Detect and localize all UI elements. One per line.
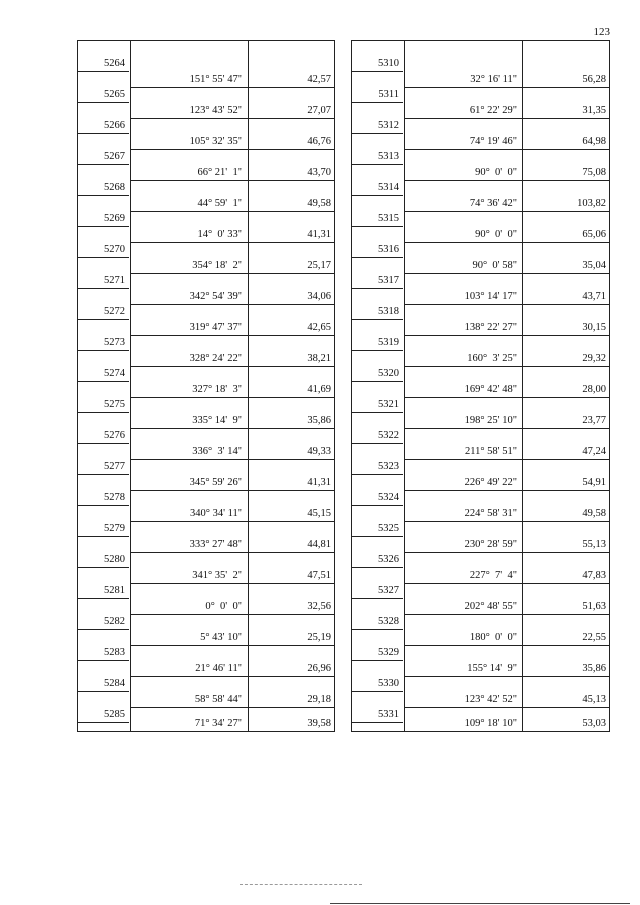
station-cell bbox=[78, 599, 129, 630]
bearing-angle: 160° 3' 25" bbox=[467, 353, 517, 364]
segment-distance: 23,77 bbox=[582, 415, 606, 426]
station-number: 5329 bbox=[378, 647, 399, 658]
segment-distance: 55,13 bbox=[582, 539, 606, 550]
station-cell bbox=[352, 599, 403, 630]
segment-distance: 31,35 bbox=[582, 105, 606, 116]
station-number: 5265 bbox=[104, 89, 125, 100]
segment-distance: 34,06 bbox=[307, 291, 331, 302]
segment-row bbox=[131, 491, 334, 522]
segment-distance: 47,51 bbox=[307, 570, 331, 581]
station-number: 5267 bbox=[104, 151, 125, 162]
station-number: 5323 bbox=[378, 461, 399, 472]
bearing-angle: 342° 54' 39" bbox=[189, 291, 242, 302]
footer-dashed-line bbox=[240, 884, 362, 885]
station-cell bbox=[352, 103, 403, 134]
page-number: 123 bbox=[593, 26, 610, 38]
segment-row bbox=[405, 243, 609, 274]
segment-row bbox=[405, 553, 609, 584]
segment-distance: 49,58 bbox=[582, 508, 606, 519]
bearing-angle: 138° 22' 27" bbox=[464, 322, 517, 333]
bearing-angle: 105° 32' 35" bbox=[189, 136, 242, 147]
station-cell bbox=[78, 134, 129, 165]
segment-distance: 54,91 bbox=[582, 477, 606, 488]
segment-distance: 22,55 bbox=[582, 632, 606, 643]
segment-row bbox=[405, 646, 609, 677]
segment-row bbox=[405, 367, 609, 398]
station-cell bbox=[352, 165, 403, 196]
station-number: 5277 bbox=[104, 461, 125, 472]
bearing-angle: 74° 19' 46" bbox=[469, 136, 517, 147]
station-cell bbox=[352, 537, 403, 568]
station-number: 5320 bbox=[378, 368, 399, 379]
station-number: 5283 bbox=[104, 647, 125, 658]
segment-distance: 56,28 bbox=[582, 74, 606, 85]
bearing-angle: 66° 21' 1" bbox=[197, 167, 242, 178]
segment-distance: 38,21 bbox=[307, 353, 331, 364]
bearing-angle: 90° 0' 0" bbox=[475, 229, 517, 240]
bearing-angle: 327° 18' 3" bbox=[192, 384, 242, 395]
segment-distance: 45,13 bbox=[582, 694, 606, 705]
segment-row bbox=[131, 336, 334, 367]
segment-distance: 26,96 bbox=[307, 663, 331, 674]
bearing-angle: 103° 14' 17" bbox=[464, 291, 517, 302]
bearing-angle: 230° 28' 59" bbox=[464, 539, 517, 550]
bearing-angle: 319° 47' 37" bbox=[189, 322, 242, 333]
segment-row bbox=[131, 274, 334, 305]
station-cell bbox=[78, 630, 129, 661]
station-number: 5266 bbox=[104, 120, 125, 131]
coordinate-table-right bbox=[351, 40, 610, 732]
segment-distance: 42,65 bbox=[307, 322, 331, 333]
segment-distance: 51,63 bbox=[582, 601, 606, 612]
bearing-angle: 58° 58' 44" bbox=[194, 694, 242, 705]
station-number: 5270 bbox=[104, 244, 125, 255]
bearing-angle: 180° 0' 0" bbox=[469, 632, 517, 643]
segment-distance: 35,04 bbox=[582, 260, 606, 271]
bearing-angle: 224° 58' 31" bbox=[464, 508, 517, 519]
station-cell bbox=[352, 568, 403, 599]
station-number: 5314 bbox=[378, 182, 399, 193]
bearing-angle: 226° 49' 22" bbox=[464, 477, 517, 488]
bearing-angle: 74° 36' 42" bbox=[469, 198, 517, 209]
station-cell bbox=[78, 320, 129, 351]
station-number: 5324 bbox=[378, 492, 399, 503]
segment-distance: 42,57 bbox=[307, 74, 331, 85]
station-number: 5272 bbox=[104, 306, 125, 317]
bearing-angle: 341° 35' 2" bbox=[192, 570, 242, 581]
station-number: 5281 bbox=[104, 585, 125, 596]
station-cell bbox=[352, 382, 403, 413]
segment-distance: 27,07 bbox=[307, 105, 331, 116]
bearing-angle: 151° 55' 47" bbox=[189, 74, 242, 85]
segment-distance: 46,76 bbox=[307, 136, 331, 147]
segment-distance: 29,32 bbox=[582, 353, 606, 364]
segment-distance: 43,70 bbox=[307, 167, 331, 178]
station-cell bbox=[352, 289, 403, 320]
segment-distance: 25,17 bbox=[307, 260, 331, 271]
bearing-angle: 335° 14' 9" bbox=[192, 415, 242, 426]
segment-row bbox=[405, 708, 609, 732]
coordinate-table-left bbox=[77, 40, 335, 732]
segment-distance: 35,86 bbox=[582, 663, 606, 674]
station-number: 5321 bbox=[378, 399, 399, 410]
station-number: 5282 bbox=[104, 616, 125, 627]
bearing-angle: 227° 7' 4" bbox=[469, 570, 517, 581]
bearing-angle: 90° 0' 58" bbox=[472, 260, 517, 271]
segment-distance: 30,15 bbox=[582, 322, 606, 333]
station-number: 5276 bbox=[104, 430, 125, 441]
segment-distance: 47,24 bbox=[582, 446, 606, 457]
bearing-angle: 109° 18' 10" bbox=[464, 718, 517, 729]
station-number: 5274 bbox=[104, 368, 125, 379]
station-cell bbox=[78, 475, 129, 506]
bearing-angle: 90° 0' 0" bbox=[475, 167, 517, 178]
segment-row bbox=[405, 119, 609, 150]
station-cell bbox=[352, 630, 403, 661]
station-cell bbox=[352, 258, 403, 289]
bearing-angle: 123° 43' 52" bbox=[189, 105, 242, 116]
footer-rule bbox=[330, 903, 630, 904]
station-number: 5325 bbox=[378, 523, 399, 534]
bearing-angle: 14° 0' 33" bbox=[197, 229, 242, 240]
segment-distance: 41,31 bbox=[307, 229, 331, 240]
bearing-angle: 328° 24' 22" bbox=[189, 353, 242, 364]
bearing-angle: 5° 43' 10" bbox=[200, 632, 242, 643]
segment-row bbox=[405, 212, 609, 243]
segment-distance: 41,31 bbox=[307, 477, 331, 488]
station-number: 5312 bbox=[378, 120, 399, 131]
station-cell bbox=[78, 661, 129, 692]
station-cell bbox=[78, 258, 129, 289]
segment-distance: 53,03 bbox=[582, 718, 606, 729]
station-cell bbox=[352, 692, 403, 723]
station-number: 5275 bbox=[104, 399, 125, 410]
station-number: 5316 bbox=[378, 244, 399, 255]
station-number: 5284 bbox=[104, 678, 125, 689]
segment-row bbox=[405, 677, 609, 708]
segment-row bbox=[405, 429, 609, 460]
station-cell bbox=[78, 41, 129, 72]
segment-row bbox=[131, 553, 334, 584]
segment-row bbox=[131, 243, 334, 274]
station-number: 5280 bbox=[104, 554, 125, 565]
segment-distance: 32,56 bbox=[307, 601, 331, 612]
station-cell bbox=[352, 661, 403, 692]
station-number: 5311 bbox=[378, 89, 399, 100]
segment-row bbox=[131, 150, 334, 181]
station-number: 5319 bbox=[378, 337, 399, 348]
station-cell bbox=[352, 506, 403, 537]
segment-row bbox=[405, 57, 609, 88]
station-cell bbox=[352, 41, 403, 72]
station-number: 5273 bbox=[104, 337, 125, 348]
segment-row bbox=[131, 615, 334, 646]
station-cell bbox=[352, 196, 403, 227]
segment-row bbox=[131, 305, 334, 336]
station-number: 5315 bbox=[378, 213, 399, 224]
station-cell bbox=[78, 227, 129, 258]
station-number: 5327 bbox=[378, 585, 399, 596]
segment-distance: 44,81 bbox=[307, 539, 331, 550]
segment-row bbox=[405, 88, 609, 119]
bearing-angle: 21° 46' 11" bbox=[195, 663, 242, 674]
station-number: 5330 bbox=[378, 678, 399, 689]
station-number: 5322 bbox=[378, 430, 399, 441]
station-cell bbox=[78, 506, 129, 537]
station-cell bbox=[352, 413, 403, 444]
station-cell bbox=[78, 444, 129, 475]
segment-row bbox=[405, 615, 609, 646]
segment-distance: 35,86 bbox=[307, 415, 331, 426]
segment-row bbox=[131, 677, 334, 708]
segment-row bbox=[131, 460, 334, 491]
station-number: 5310 bbox=[378, 58, 399, 69]
station-cell bbox=[78, 382, 129, 413]
station-number: 5271 bbox=[104, 275, 125, 286]
segment-distance: 47,83 bbox=[582, 570, 606, 581]
segment-row bbox=[405, 522, 609, 553]
bearing-angle: 71° 34' 27" bbox=[194, 718, 242, 729]
station-cell bbox=[78, 289, 129, 320]
segment-row bbox=[405, 150, 609, 181]
station-cell bbox=[352, 72, 403, 103]
bearing-angle: 61° 22' 29" bbox=[469, 105, 517, 116]
station-number: 5278 bbox=[104, 492, 125, 503]
station-number: 5331 bbox=[378, 709, 399, 720]
station-cell bbox=[352, 351, 403, 382]
station-number: 5268 bbox=[104, 182, 125, 193]
station-cell bbox=[78, 537, 129, 568]
segment-row bbox=[405, 398, 609, 429]
segment-distance: 39,58 bbox=[307, 718, 331, 729]
segment-distance: 41,69 bbox=[307, 384, 331, 395]
segment-distance: 29,18 bbox=[307, 694, 331, 705]
bearing-angle: 211° 58' 51" bbox=[465, 446, 517, 457]
segment-row bbox=[131, 646, 334, 677]
bearing-angle: 198° 25' 10" bbox=[464, 415, 517, 426]
segment-row bbox=[131, 57, 334, 88]
station-number: 5313 bbox=[378, 151, 399, 162]
station-number: 5328 bbox=[378, 616, 399, 627]
station-cell bbox=[78, 165, 129, 196]
segment-row bbox=[131, 367, 334, 398]
bearing-angle: 345° 59' 26" bbox=[189, 477, 242, 488]
segment-distance: 45,15 bbox=[307, 508, 331, 519]
station-cell bbox=[352, 444, 403, 475]
segment-row bbox=[131, 88, 334, 119]
segment-row bbox=[405, 491, 609, 522]
station-cell bbox=[78, 413, 129, 444]
segment-distance: 28,00 bbox=[582, 384, 606, 395]
segment-row bbox=[405, 274, 609, 305]
segment-distance: 65,06 bbox=[582, 229, 606, 240]
station-number: 5317 bbox=[378, 275, 399, 286]
segment-row bbox=[405, 584, 609, 615]
bearing-angle: 44° 59' 1" bbox=[197, 198, 242, 209]
segment-row bbox=[405, 336, 609, 367]
station-cell bbox=[78, 103, 129, 134]
bearing-angle: 0° 0' 0" bbox=[205, 601, 242, 612]
segment-row bbox=[131, 522, 334, 553]
bearing-angle: 202° 48' 55" bbox=[464, 601, 517, 612]
segment-row bbox=[405, 181, 609, 212]
segment-distance: 43,71 bbox=[582, 291, 606, 302]
segment-row bbox=[131, 212, 334, 243]
station-cell bbox=[78, 692, 129, 723]
segment-row bbox=[131, 708, 334, 732]
bearing-angle: 155° 14' 9" bbox=[467, 663, 517, 674]
bearing-angle: 333° 27' 48" bbox=[189, 539, 242, 550]
station-cell bbox=[78, 72, 129, 103]
station-cell bbox=[352, 227, 403, 258]
segment-distance: 75,08 bbox=[582, 167, 606, 178]
segment-row bbox=[405, 305, 609, 336]
station-number: 5285 bbox=[104, 709, 125, 720]
segment-distance: 103,82 bbox=[577, 198, 606, 209]
bearing-angle: 123° 42' 52" bbox=[464, 694, 517, 705]
segment-row bbox=[131, 584, 334, 615]
station-cell bbox=[352, 134, 403, 165]
station-number: 5279 bbox=[104, 523, 125, 534]
segment-row bbox=[131, 181, 334, 212]
station-cell bbox=[352, 320, 403, 351]
station-cell bbox=[352, 475, 403, 506]
segment-row bbox=[405, 460, 609, 491]
station-number: 5269 bbox=[104, 213, 125, 224]
station-number: 5326 bbox=[378, 554, 399, 565]
station-cell bbox=[78, 351, 129, 382]
segment-row bbox=[131, 398, 334, 429]
bearing-angle: 336° 3' 14" bbox=[192, 446, 242, 457]
bearing-angle: 340° 34' 11" bbox=[190, 508, 242, 519]
segment-distance: 49,58 bbox=[307, 198, 331, 209]
segment-row bbox=[131, 429, 334, 460]
station-number: 5318 bbox=[378, 306, 399, 317]
segment-distance: 49,33 bbox=[307, 446, 331, 457]
segment-distance: 64,98 bbox=[582, 136, 606, 147]
segment-row bbox=[131, 119, 334, 150]
station-cell bbox=[78, 196, 129, 227]
bearing-angle: 32° 16' 11" bbox=[470, 74, 517, 85]
station-number: 5264 bbox=[104, 58, 125, 69]
segment-distance: 25,19 bbox=[307, 632, 331, 643]
bearing-angle: 169° 42' 48" bbox=[464, 384, 517, 395]
bearing-angle: 354° 18' 2" bbox=[192, 260, 242, 271]
station-cell bbox=[78, 568, 129, 599]
